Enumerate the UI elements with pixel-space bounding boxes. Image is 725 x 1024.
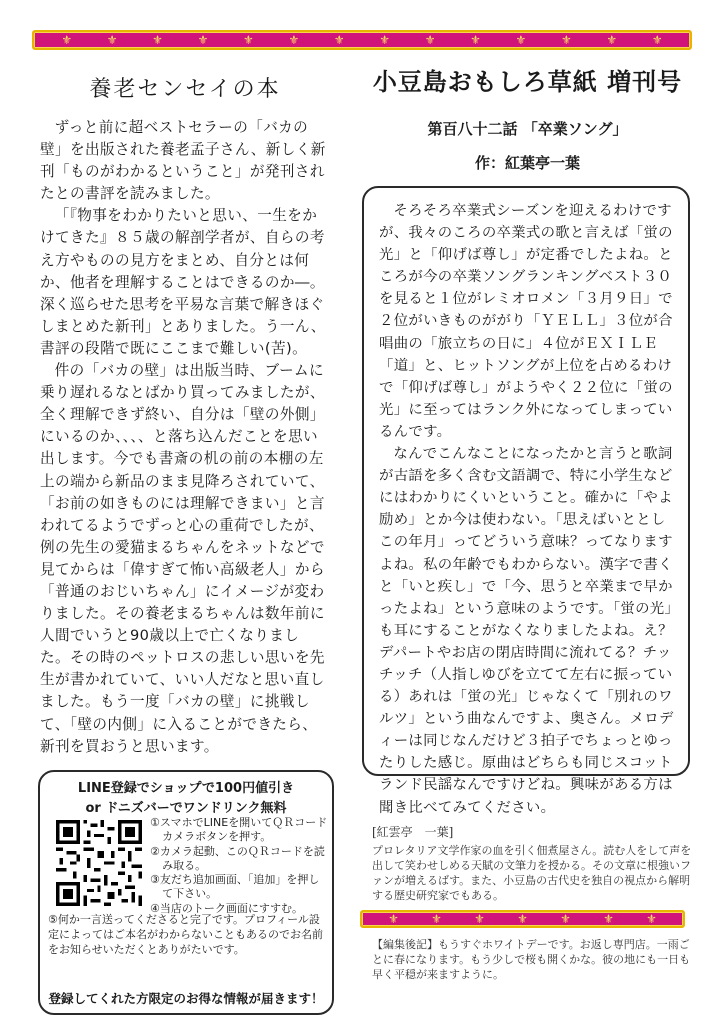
fleur-ornament-icon: ⚜ (515, 33, 527, 47)
left-article-body (40, 117, 328, 758)
fleur-ornament-icon: ⚜ (333, 33, 345, 47)
fleur-ornament-icon: ⚜ (560, 912, 571, 926)
fleur-ornament-icon: ⚜ (517, 912, 528, 926)
line-steps (150, 816, 330, 916)
fleur-ornament-icon: ⚜ (152, 33, 163, 47)
line-promo-box (38, 770, 334, 1015)
fleur-ornament-icon: ⚜ (288, 33, 300, 47)
fleur-ornament-icon: ⚜ (603, 912, 614, 926)
story-paragraph: そろそろ卒業式シーズンを迎えるわけですが、我々のころの卒業式の歌と言えば「蛍の光」と「仰げば尊し」が定番でしたよね。ところが今の卒業ソングランキングベスト３０を見ると１位がレミオロメン「３月９日」で２位がいきものががり「ＹＥＬＬ」３位が合唱曲の「旅立ちの日に」４位がＥＸＩＬＥ「道」と、ヒットソングが上位を占めるわけで「仰げば尊し」がようやく２２位に「蛍の光」に至ってはランク外になってしまっているんです。 (379, 203, 673, 440)
left-article-title: 養老センセイの本 (89, 77, 281, 102)
author-profile-title: [紅雲亭 一葉] (372, 825, 454, 839)
step-item: ②カメラ起動、このＱＲコードを読み取る。 (150, 844, 325, 872)
promo-headline: LINE登録でショップで100円値引き (77, 781, 295, 796)
qr-code-icon[interactable] (56, 820, 142, 906)
fleur-ornament-icon: ⚜ (106, 33, 118, 47)
fleur-ornament-icon: ⚜ (606, 33, 618, 47)
promo-footer: 登録してくれた方限定のお得な情報が届きます！ (48, 991, 324, 1006)
fleur-ornament-icon: ⚜ (197, 33, 209, 47)
episode-heading: 第百八十二話 「卒業ソング」 (427, 120, 628, 138)
left-paragraph: 件の「バカの壁」は出版当時、ブームに乗り遅れるなとばかり買ってみましたが、全く理解できず終い、自分は「壁の外側」にいるのか、、、、と落ち込んだことを思い出します。今でも書斎の机の前の本棚の左上の端から新品のまま見降ろされていて、「お前の如きものには理解できまい」と言われてるようでずっと心の重荷でしたが、例の先生の愛猫まるちゃんをネットなどで見てからは「偉すぎて怖い高級老人」から「普通のおじいちゃん」にイメージが変わりました。その養老まるちゃんは数年前に人間でいうと90歳以上で亡くなりました。その時のペットロスの悲しい思いを先生が書かれていて、いい人だなと思い直しました。もう一度「バカの壁」に挑戦して、「壁の内側」に入ることができたら、新刊を買おうと思います。 (40, 362, 325, 755)
left-paragraph: ずっと前に超ベストセラーの「バカの壁」を出版された養老孟子さん、新しく新刊「ものがわかるということ」が発刊されたとの書評を読みました。 (40, 119, 326, 203)
fleur-ornament-icon: ⚜ (646, 912, 657, 926)
fleur-ornament-icon: ⚜ (474, 912, 485, 926)
editor-note-label: 【編集後記】 (372, 938, 438, 951)
fleur-ornament-icon: ⚜ (560, 33, 572, 47)
step-item: ①スマホでLINEを開いてＱＲコードカメラボタンを押す。 (150, 816, 328, 844)
story-box (362, 186, 690, 816)
editor-note (372, 937, 694, 982)
fleur-ornament-icon: ⚜ (431, 912, 442, 926)
story-paragraph: なんでこんなことになったかと言うと歌詞が古語を多く含む文語調で、特に小学生などにはわかりにくいということ。確かに「やよ励め」とか今は使わない。「思えばいととしこの年月」ってどういう意味？ってなりますよね。私の年齢でもわからない。漢字で書くと「いと疾し」で「今、思うと卒業まで早かったよね」という意味のようです。「蛍の光」も耳にすることがなくなりましたよね。え？デパートやお店の閉店時間に流れてる？チッチッチ（人指しゆびを立てて左右に振っている）あれは「蛍の光」じゃなくて「別れのワルツ」という曲なんですよ、奥さん。メロディーは同じなんだけど３拍子でちょっとゆったりした感じ。原曲はどちらも同じスコットランド民謡なんですけどね。興味がある方は聞き比べてみてください。 (379, 446, 674, 816)
middle-decorative-band (360, 910, 685, 928)
fleur-ornament-icon: ⚜ (379, 33, 391, 47)
right-article-title: 小豆島おもしろ草紙 増刊号 (372, 68, 683, 96)
author-profile-text: プロレタリア文学作家の血を引く佃煮屋さん。読む人をして声を出して笑わせしめる天賦の文筆力を授かる。その文章に根強いファンが増えるばす。また、小豆島の古代史を独自の視点から解明する歴史研究家でもある。 (372, 844, 692, 902)
fleur-ornament-icon: ⚜ (470, 33, 481, 47)
author-line: 作：紅葉亭一葉 (474, 154, 580, 172)
top-decorative-band (32, 30, 692, 50)
promo-note: ⑤何か一言送ってくださると完了です。プロフィール設定によってはご本名がわからないこともあるのでお名前をお知らせいただくとありがたいです。 (48, 913, 323, 956)
fleur-ornament-icon: ⚜ (651, 33, 663, 47)
fleur-ornament-icon: ⚜ (424, 33, 436, 47)
step-item: ④当店のトーク画面にすすむ。 (150, 901, 303, 915)
fleur-ornament-icon: ⚜ (61, 33, 73, 47)
promo-subheadline: or ドニズバーでワンドリンク無料 (85, 801, 287, 816)
left-paragraph: 「『物事をわかりたいと思い、一生をかけてきた』８５歳の解剖学者が、自らの考え方やものの見方をまとめ、自分とは何か、他者を理解することはできるのか―。深く巡らせた思考を平易な言葉で解きほぐしまとめた新刊」とありました。う一ん、書評の段階で既にここまで難しい(苦)。 (40, 207, 326, 357)
fleur-ornament-icon: ⚜ (243, 33, 254, 47)
editor-note-text: もうすぐホワイトデーです。お返し専門店。一雨ごとに春になります。もう少しで桜も開くかな。彼の地にも一日も早く平穏が来ますように。 (372, 938, 691, 981)
fleur-ornament-icon: ⚜ (388, 912, 399, 926)
step-item: ③友だち追加画面、「追加」を押して下さい。 (150, 873, 320, 901)
